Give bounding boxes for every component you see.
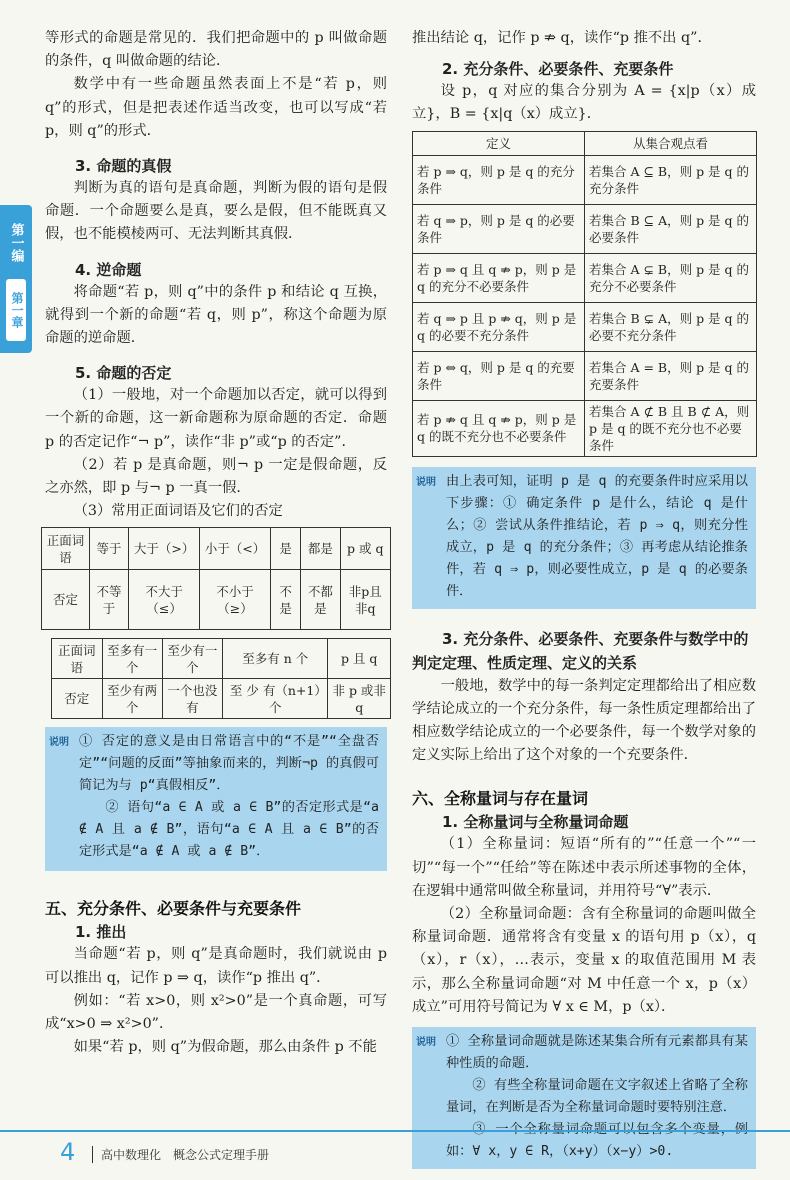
table-cell: 正面词语 <box>42 528 90 570</box>
table-row <box>413 155 757 204</box>
table-row <box>413 351 757 400</box>
table-header: 从集合观点看 <box>585 131 757 155</box>
table-cell: 不是 <box>271 570 301 630</box>
table-cell: 若 q ⇒ p，则 p 是 q 的必要条件 <box>413 204 585 253</box>
paragraph: （1）全称量词：短语“所有的”“任意一个”“一切”“每一个”“任给”等在陈述中表示所述事物的全体，在逻辑中通常叫做全称量词，并用符号“∀”表示． <box>412 836 756 899</box>
table-row <box>52 679 391 719</box>
paragraph: （2）全称量词命题：含有全称量词的命题叫做全称量词命题．通常将含有变量 x 的语句用 p（x），q（x），r（x），…表示，变量 x 的取值范围用 M 表示，那么全称量词命题“对 M 中任意一个 x，p（x）成立”可用符号简记为 ∀ x ∈ M，p（x）． <box>412 906 756 1015</box>
footer-rule <box>0 1130 790 1132</box>
heading-negation: 5. 命题的否定 <box>75 364 172 383</box>
table-cell: 至多有 n 个 <box>223 639 328 679</box>
note-box <box>412 467 756 609</box>
table-cell: 至少有两个 <box>102 679 162 719</box>
table-row <box>413 400 757 456</box>
table-cell: 都是 <box>301 528 340 570</box>
paragraph: 例如：“若 x>0，则 x²>0”是一个真命题，可写成“x>0 ⇒ x²>0”． <box>45 992 387 1033</box>
heading-deduce: 1. 推出 <box>75 923 127 942</box>
table-cell: 等于 <box>89 528 128 570</box>
table-row <box>413 253 757 302</box>
table-cell: 否定 <box>52 679 103 719</box>
note-box <box>412 1027 756 1169</box>
heading-section-6: 六、全称量词与存在量词 <box>412 789 589 809</box>
table-cell: p 且 q <box>328 639 391 679</box>
paragraph: （3）常用正面词语及它们的否定 <box>73 503 283 520</box>
table-cell: 至 少 有（n+1）个 <box>223 679 328 719</box>
note-text: 由上表可知，证明 p 是 q 的充要条件时应采用以下步骤：① 确定条件 p 是什么，结论 q 是什么；② 尝试从条件推结论，若 p ⇒ q，则充分性成立，p 是 q 的充分条件；③ 再考虑从结论推条件，若 q ⇒ p，则必要性成立，p 是 q 的必要条件． <box>446 473 748 599</box>
paragraph: 设 p，q 对应的集合分别为 A = {x|p（x）成立}，B = {x|q（x）成立}． <box>412 83 756 123</box>
table-cell: 不小于（≥） <box>200 570 271 630</box>
table-header-row <box>413 131 757 155</box>
table-cell: 不都是 <box>301 570 340 630</box>
side-tab-chapter: 第一章 <box>6 279 26 341</box>
table-cell: 是 <box>271 528 301 570</box>
table-cell: 若集合 B ⊆ A，则 p 是 q 的必要条件 <box>585 204 757 253</box>
table-cell: 不大于（≤） <box>129 570 200 630</box>
table-cell: 非p且非q <box>340 570 391 630</box>
paragraph: 当命题“若 p，则 q”是真命题时，我们就说由 p 可以推出 q，记作 p ⇒ q，读作“p 推出 q”． <box>45 946 387 986</box>
right-column <box>412 0 756 1169</box>
table-cell: 正面词语 <box>52 639 103 679</box>
table-cell: 一个也没有 <box>162 679 222 719</box>
table-cell: 若 p ⇒ q 且 q ⇏ p，则 p 是 q 的充分不必要条件 <box>413 253 585 302</box>
paragraph: 数学中有一些命题虽然表面上不是“若 p，则 q”的形式，但是把表述作适当改变，也可以写成“若 p，则 q”的形式． <box>45 76 387 139</box>
table-cell: 若集合 A ⊆ B，则 p 是 q 的充分条件 <box>585 155 757 204</box>
note-text: ② 语句“a ∈ A 或 a ∈ B”的否定形式是“a ∉ A 且 a ∉ B”，语句“a ∈ A 且 a ∈ B”的否定形式是“a ∉ A 或 a ∉ B”． <box>79 800 379 860</box>
table-cell: 若集合 A ⊊ B，则 p 是 q 的充分不必要条件 <box>585 253 757 302</box>
note-tag: 说明 <box>416 1037 436 1049</box>
table-row <box>52 639 391 679</box>
note-text: ① 全称量词命题就是陈述某集合所有元素都具有某种性质的命题． <box>446 1034 748 1072</box>
note-text: ① 否定的意义是由日常语言中的“不是”“全盘否定”“问题的反面”等抽象而来的，判断¬p 的真假可简记为与 p“真假相反”． <box>79 734 379 794</box>
table-row <box>42 570 391 630</box>
negation-table-2 <box>51 638 391 719</box>
side-tab-part: 第一编 <box>8 222 24 262</box>
paragraph: （1）一般地，对一个命题加以否定，就可以得到一个新的命题，这一新命题称为原命题的否定．命题 p 的否定记作“¬ p”，读作“非 p”或“p 的否定”． <box>45 387 387 450</box>
heading-truth: 3. 命题的真假 <box>75 157 172 176</box>
paragraph: 推出结论 q，记作 p ⇏ q，读作“p 推不出 q”． <box>412 30 712 46</box>
paragraph: 如果“若 p，则 q”为假命题，那么由条件 p 不能 <box>73 1039 377 1056</box>
paragraph: 一般地，数学中的每一条判定定理都给出了相应数学结论成立的一个充分条件，每一条性质定理都给出了相应数学结论成立的一个必要条件，每一个数学对象的定义实际上给出了这个对象的一个充要条件． <box>412 677 756 764</box>
page-number: 4 <box>60 1138 76 1166</box>
negation-table-1 <box>41 527 391 630</box>
book-title: 高中数理化 概念公式定理手册 <box>92 1146 269 1163</box>
note-box <box>45 727 387 871</box>
table-cell: 不等于 <box>89 570 128 630</box>
table-cell: 若集合 A = B，则 p 是 q 的充要条件 <box>585 351 757 400</box>
table-cell: 大于（>） <box>129 528 200 570</box>
table-cell: 至多有一个 <box>102 639 162 679</box>
paragraph: 判断为真的语句是真命题，判断为假的语句是假命题．一个命题要么是真，要么是假，但不能既真又假，也不能模棱两可、无法判断其真假． <box>45 180 387 243</box>
heading-conditions: 2. 充分条件、必要条件、充要条件 <box>442 60 674 79</box>
paragraph: （2）若 p 是真命题，则¬ p 一定是假命题，反之亦然，即 p 与¬ p 一真一假． <box>45 456 387 497</box>
note-text: ② 有些全称量词命题在文字叙述上省略了全称量词，在判断是否为全称量词命题时要特别注意． <box>446 1078 748 1116</box>
table-cell: 若 p ⇔ q，则 p 是 q 的充要条件 <box>413 351 585 400</box>
side-tab <box>0 205 32 353</box>
table-row <box>413 302 757 351</box>
paragraph: 等形式的命题是常见的．我们把命题中的 p 叫做命题的条件，q 叫做命题的结论． <box>45 30 387 70</box>
table-cell: 若集合 B ⊊ A，则 p 是 q 的必要不充分条件 <box>585 302 757 351</box>
table-cell: 否定 <box>42 570 90 630</box>
left-column <box>45 0 387 1059</box>
table-cell: p 或 q <box>340 528 391 570</box>
heading-universal: 1. 全称量词与全称量词命题 <box>442 813 629 832</box>
note-tag: 说明 <box>49 737 69 749</box>
table-cell: 非 p 或非 q <box>328 679 391 719</box>
conditions-table <box>412 131 757 457</box>
table-cell: 若集合 A ⊄ B 且 B ⊄ A，则 p 是 q 的既不充分也不必要条件 <box>585 400 757 456</box>
paragraph: 将命题“若 p，则 q”中的条件 p 和结论 q 互换，就得到一个新的命题“若 q，则 p”，称这个命题为原命题的逆命题． <box>45 283 387 347</box>
note-text: 如：∀ x，y ∈ R，（x+y）（x−y）>0. <box>446 1144 674 1160</box>
note-tag: 说明 <box>416 476 436 488</box>
heading-theorem-relation: 3. 充分条件、必要条件、充要条件与数学中的判定定理、性质定理、定义的关系 <box>412 629 749 672</box>
table-cell: 若 q ⇒ p 且 p ⇏ q，则 p 是 q 的必要不充分条件 <box>413 302 585 351</box>
table-row <box>413 204 757 253</box>
heading-section-5: 五、充分条件、必要条件与充要条件 <box>45 899 302 919</box>
heading-converse: 4. 逆命题 <box>75 260 142 279</box>
table-cell: 若 p ⇏ q 且 q ⇏ p，则 p 是 q 的既不充分也不必要条件 <box>413 400 585 456</box>
table-cell: 至少有一个 <box>162 639 222 679</box>
table-header: 定义 <box>413 131 585 155</box>
table-row <box>42 528 391 570</box>
table-cell: 若 p ⇒ q，则 p 是 q 的充分条件 <box>413 155 585 204</box>
table-cell: 小于（<） <box>200 528 271 570</box>
